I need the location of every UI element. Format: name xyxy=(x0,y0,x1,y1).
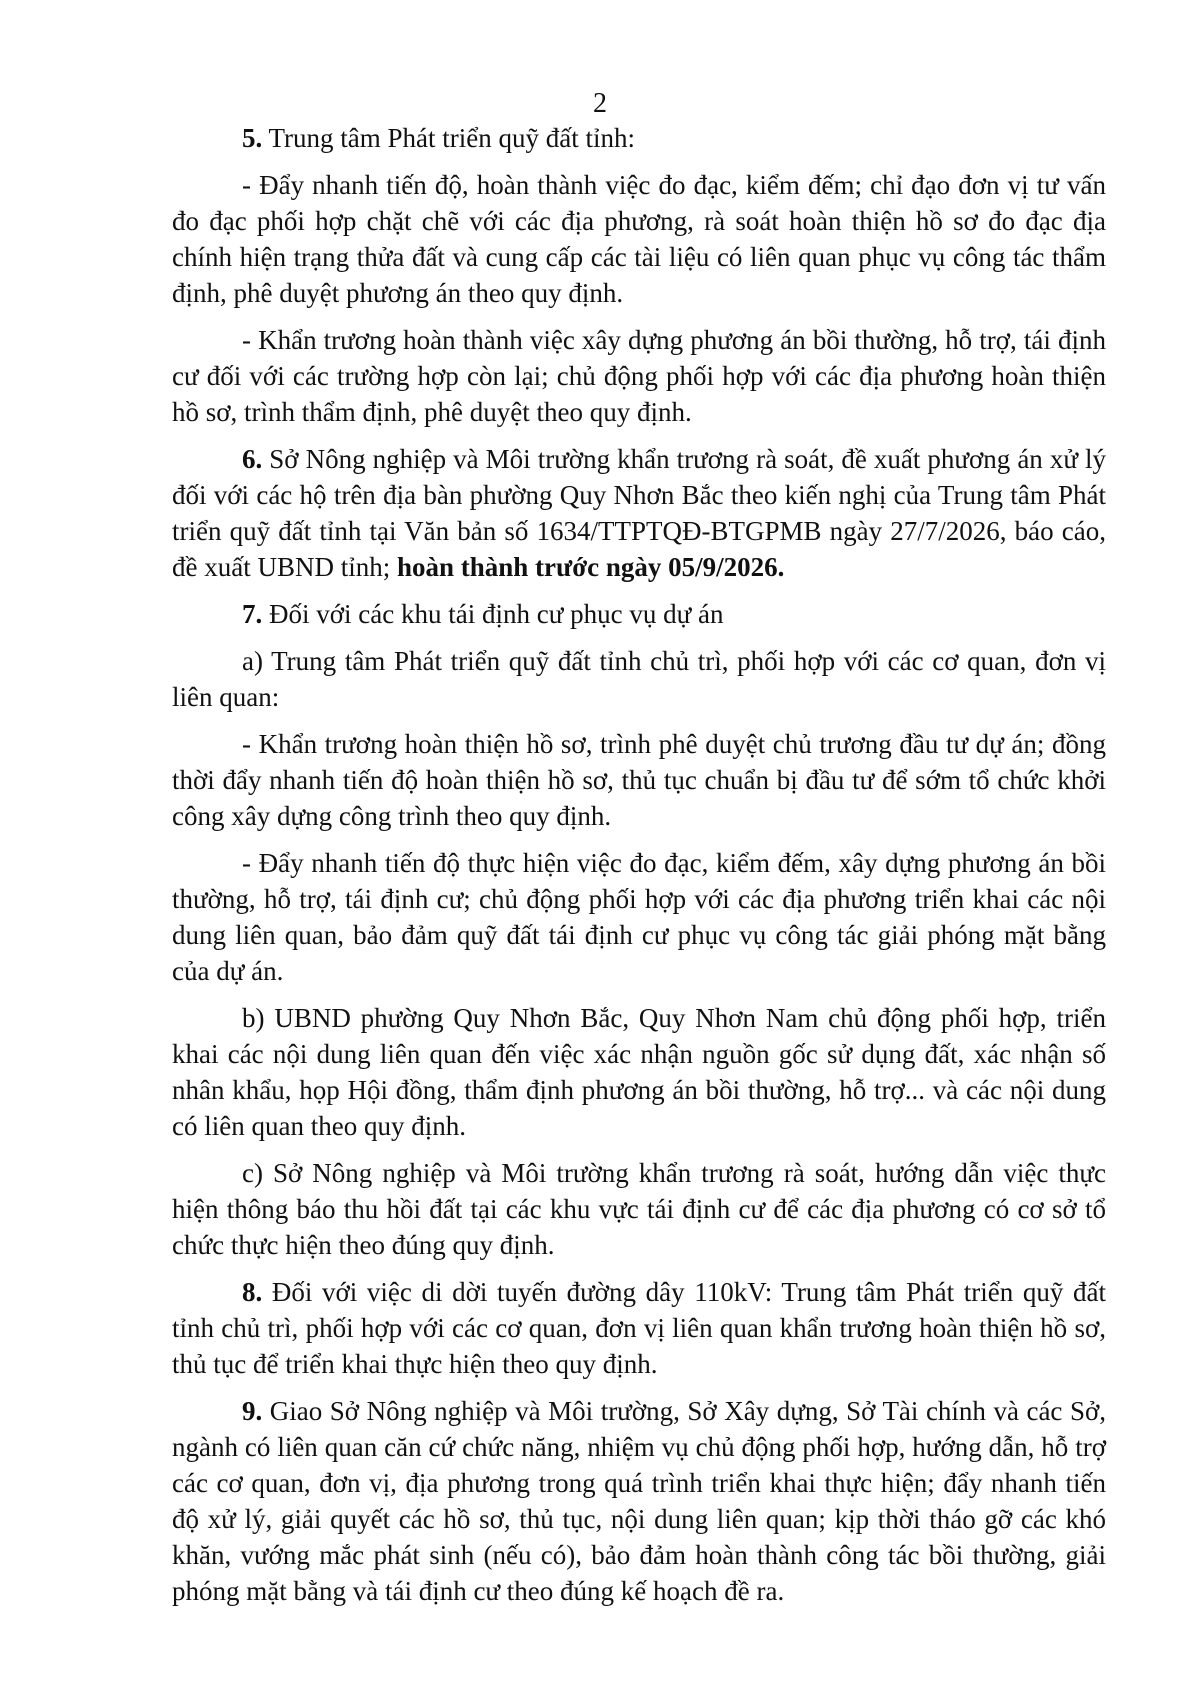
paragraph-text: - Đẩy nhanh tiến độ, hoàn thành việc đo đạc, kiểm đếm; chỉ đạo đơn vị tư vấn đo đạc phối hợp chặt chẽ với các địa phương, rà soát hoàn thiện hồ sơ đo đạc địa chính hiện trạng thửa đất và cung cấp các tài liệu có liên quan phục vụ công tác thẩm định, phê duyệt phương án theo quy định. xyxy=(172,170,1106,308)
paragraph-text: Đối với việc di dời tuyến đường dây 110kV: Trung tâm Phát triển quỹ đất tỉnh chủ trì, phối hợp với các cơ quan, đơn vị liên quan khẩn trương hoàn thiện hồ sơ, thủ tục để triển khai thực hiện theo quy định. xyxy=(172,1277,1106,1379)
paragraph-item-7 xyxy=(172,596,1106,632)
paragraph-item-7a-bullet-1 xyxy=(172,726,1106,834)
document-body xyxy=(172,120,1106,1620)
paragraph-text: Giao Sở Nông nghiệp và Môi trường, Sở Xây dựng, Sở Tài chính và các Sở, ngành có liên quan căn cứ chức năng, nhiệm vụ chủ động phối hợp, hướng dẫn, hỗ trợ các cơ quan, đơn vị, địa phương trong quá trình triển khai thực hiện; đẩy nhanh tiến độ xử lý, giải quyết các hồ sơ, thủ tục, nội dung liên quan; kịp thời tháo gỡ các khó khăn, vướng mắc phát sinh (nếu có), bảo đảm hoàn thành công tác bồi thường, giải phóng mặt bằng và tái định cư theo đúng kế hoạch đề ra. xyxy=(172,1396,1106,1606)
item-number: 8. xyxy=(242,1277,263,1307)
item-number: 9. xyxy=(242,1396,263,1426)
paragraph-text: - Đẩy nhanh tiến độ thực hiện việc đo đạc, kiểm đếm, xây dựng phương án bồi thường, hỗ trợ, tái định cư; chủ động phối hợp với các địa phương triển khai các nội dung liên quan, bảo đảm quỹ đất tái định cư phục vụ công tác giải phóng mặt bằng của dự án. xyxy=(172,848,1106,986)
paragraph-item-5-bullet-1 xyxy=(172,167,1106,311)
paragraph-item-7a-bullet-2 xyxy=(172,845,1106,989)
paragraph-text: a) Trung tâm Phát triển quỹ đất tỉnh chủ trì, phối hợp với các cơ quan, đơn vị liên quan: xyxy=(172,646,1106,712)
paragraph-item-5 xyxy=(172,120,1106,156)
item-number: 6. xyxy=(242,444,263,474)
paragraph-text: Sở Nông nghiệp và Môi trường khẩn trương rà soát, đề xuất phương án xử lý đối với các hộ trên địa bàn phường Quy Nhơn Bắc theo kiến nghị của Trung tâm Phát triển quỹ đất tỉnh tại Văn bản số 1634/TTPTQĐ-BTGPMB ngày 27/7/2026, báo cáo, đề xuất UBND tỉnh; xyxy=(172,444,1106,582)
paragraph-item-7c xyxy=(172,1155,1106,1263)
item-number: 7. xyxy=(242,599,263,629)
paragraph-text: Đối với các khu tái định cư phục vụ dự án xyxy=(262,599,724,629)
page-number: 2 xyxy=(593,88,607,119)
paragraph-item-5-bullet-2 xyxy=(172,322,1106,430)
paragraph-text: - Khẩn trương hoàn thiện hồ sơ, trình phê duyệt chủ trương đầu tư dự án; đồng thời đẩy nhanh tiến độ hoàn thiện hồ sơ, thủ tục chuẩn bị đầu tư để sớm tổ chức khởi công xây dựng công trình theo quy định. xyxy=(172,729,1106,831)
paragraph-text: - Khẩn trương hoàn thành việc xây dựng phương án bồi thường, hỗ trợ, tái định cư đối với các trường hợp còn lại; chủ động phối hợp với các địa phương hoàn thiện hồ sơ, trình thẩm định, phê duyệt theo quy định. xyxy=(172,325,1106,427)
paragraph-item-7b xyxy=(172,1000,1106,1144)
paragraph-item-9 xyxy=(172,1393,1106,1609)
paragraph-item-7a xyxy=(172,643,1106,715)
deadline-text: hoàn thành trước ngày 05/9/2026. xyxy=(396,552,785,582)
item-number: 5. xyxy=(242,123,263,153)
paragraph-item-8 xyxy=(172,1274,1106,1382)
paragraph-item-6 xyxy=(172,441,1106,585)
paragraph-text: Trung tâm Phát triển quỹ đất tỉnh: xyxy=(262,123,636,153)
paragraph-text: c) Sở Nông nghiệp và Môi trường khẩn trương rà soát, hướng dẫn việc thực hiện thông báo thu hồi đất tại các khu vực tái định cư để các địa phương có cơ sở tổ chức thực hiện theo đúng quy định. xyxy=(172,1158,1106,1260)
paragraph-text: b) UBND phường Quy Nhơn Bắc, Quy Nhơn Nam chủ động phối hợp, triển khai các nội dung liên quan đến việc xác nhận nguồn gốc sử dụng đất, xác nhận số nhân khẩu, họp Hội đồng, thẩm định phương án bồi thường, hỗ trợ... và các nội dung có liên quan theo quy định. xyxy=(172,1003,1106,1141)
